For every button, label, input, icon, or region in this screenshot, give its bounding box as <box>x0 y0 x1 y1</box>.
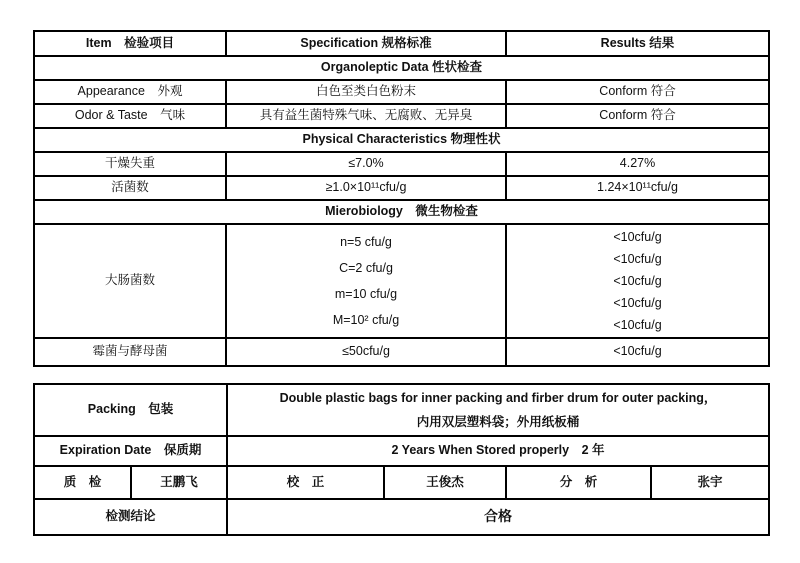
odor-item-cell: Odor & Taste 气味 <box>34 104 226 128</box>
packing-row <box>34 384 769 436</box>
drying-spec-cell: ≤7.0% <box>226 152 506 176</box>
conclusion-label-cell: 检测结论 <box>34 499 227 535</box>
mold-item-cell: 霉菌与酵母菌 <box>34 338 226 366</box>
qc-label-cell: 质 检 <box>34 466 131 499</box>
coliform-spec-line: m=10 cfu/g <box>334 287 398 301</box>
coliform-result-line: <10cfu/g <box>613 274 662 288</box>
coliform-result-line: <10cfu/g <box>613 252 662 266</box>
section-microbiology-title: Mierobiology 微生物检查 <box>34 200 769 224</box>
coliform-result-line: <10cfu/g <box>613 230 662 244</box>
section-microbiology-row <box>34 200 769 224</box>
analysis-name-cell: 张宇 <box>651 466 769 499</box>
coliform-spec-line: M=10² cfu/g <box>332 313 400 327</box>
odor-result-cell: Conform 符合 <box>506 104 769 128</box>
coliform-spec-cell <box>226 224 506 338</box>
loss-on-drying-row <box>34 152 769 176</box>
qc-name-cell: 王鹏飞 <box>131 466 227 499</box>
coliform-result-line: <10cfu/g <box>613 296 662 310</box>
analysis-table <box>33 30 770 367</box>
coliform-spec-line: n=5 cfu/g <box>340 235 392 249</box>
appearance-row <box>34 80 769 104</box>
section-physical-title: Physical Characteristics 物理性状 <box>34 128 769 152</box>
drying-item-cell: 干燥失重 <box>34 152 226 176</box>
drying-result-cell: 4.27% <box>506 152 769 176</box>
header-spec-cell: Specification 规格标准 <box>226 31 506 56</box>
signature-row <box>34 466 769 499</box>
header-results-cell: Results 结果 <box>506 31 769 56</box>
appearance-item-cell: Appearance 外观 <box>34 80 226 104</box>
coliform-result-line: <10cfu/g <box>613 318 662 332</box>
packing-value-cell <box>227 384 769 436</box>
analysis-label-cell: 分 析 <box>506 466 651 499</box>
coliform-spec-line: C=2 cfu/g <box>339 261 393 275</box>
coliform-result-cell <box>506 224 769 338</box>
viable-result-cell: 1.24×10¹¹cfu/g <box>506 176 769 200</box>
viable-item-cell: 活菌数 <box>34 176 226 200</box>
appearance-result-cell: Conform 符合 <box>506 80 769 104</box>
header-item-cell: Item 检验项目 <box>34 31 226 56</box>
viable-spec-cell: ≥1.0×10¹¹cfu/g <box>226 176 506 200</box>
odor-taste-row <box>34 104 769 128</box>
section-organoleptic-row <box>34 56 769 80</box>
viable-count-row <box>34 176 769 200</box>
conclusion-value-cell: 合格 <box>227 499 769 535</box>
packing-value-line: 内用双层塑料袋；外用纸板桶 <box>416 415 580 429</box>
section-physical-row <box>34 128 769 152</box>
mold-yeast-row <box>34 338 769 366</box>
expiration-row <box>34 436 769 466</box>
conclusion-row <box>34 499 769 535</box>
coliform-row <box>34 224 769 338</box>
mold-result-cell: <10cfu/g <box>506 338 769 366</box>
coliform-item-cell: 大肠菌数 <box>34 224 226 338</box>
mold-spec-cell: ≤50cfu/g <box>226 338 506 366</box>
proof-name-cell: 王俊杰 <box>384 466 506 499</box>
packing-label-cell: Packing 包装 <box>34 384 227 436</box>
expiration-label-cell: Expiration Date 保质期 <box>34 436 227 466</box>
packing-value-line: Double plastic bags for inner packing and firber drum for outer packing， <box>279 391 717 405</box>
section-organoleptic-title: Organoleptic Data 性状检查 <box>34 56 769 80</box>
odor-spec-cell: 具有益生菌特殊气味、无腐败、无异臭 <box>226 104 506 128</box>
expiration-value-cell: 2 Years When Stored properly 2 年 <box>227 436 769 466</box>
appearance-spec-cell: 白色至类白色粉末 <box>226 80 506 104</box>
analysis-header-row <box>34 31 769 56</box>
proof-label-cell: 校 正 <box>227 466 384 499</box>
packing-signature-table <box>33 383 770 536</box>
